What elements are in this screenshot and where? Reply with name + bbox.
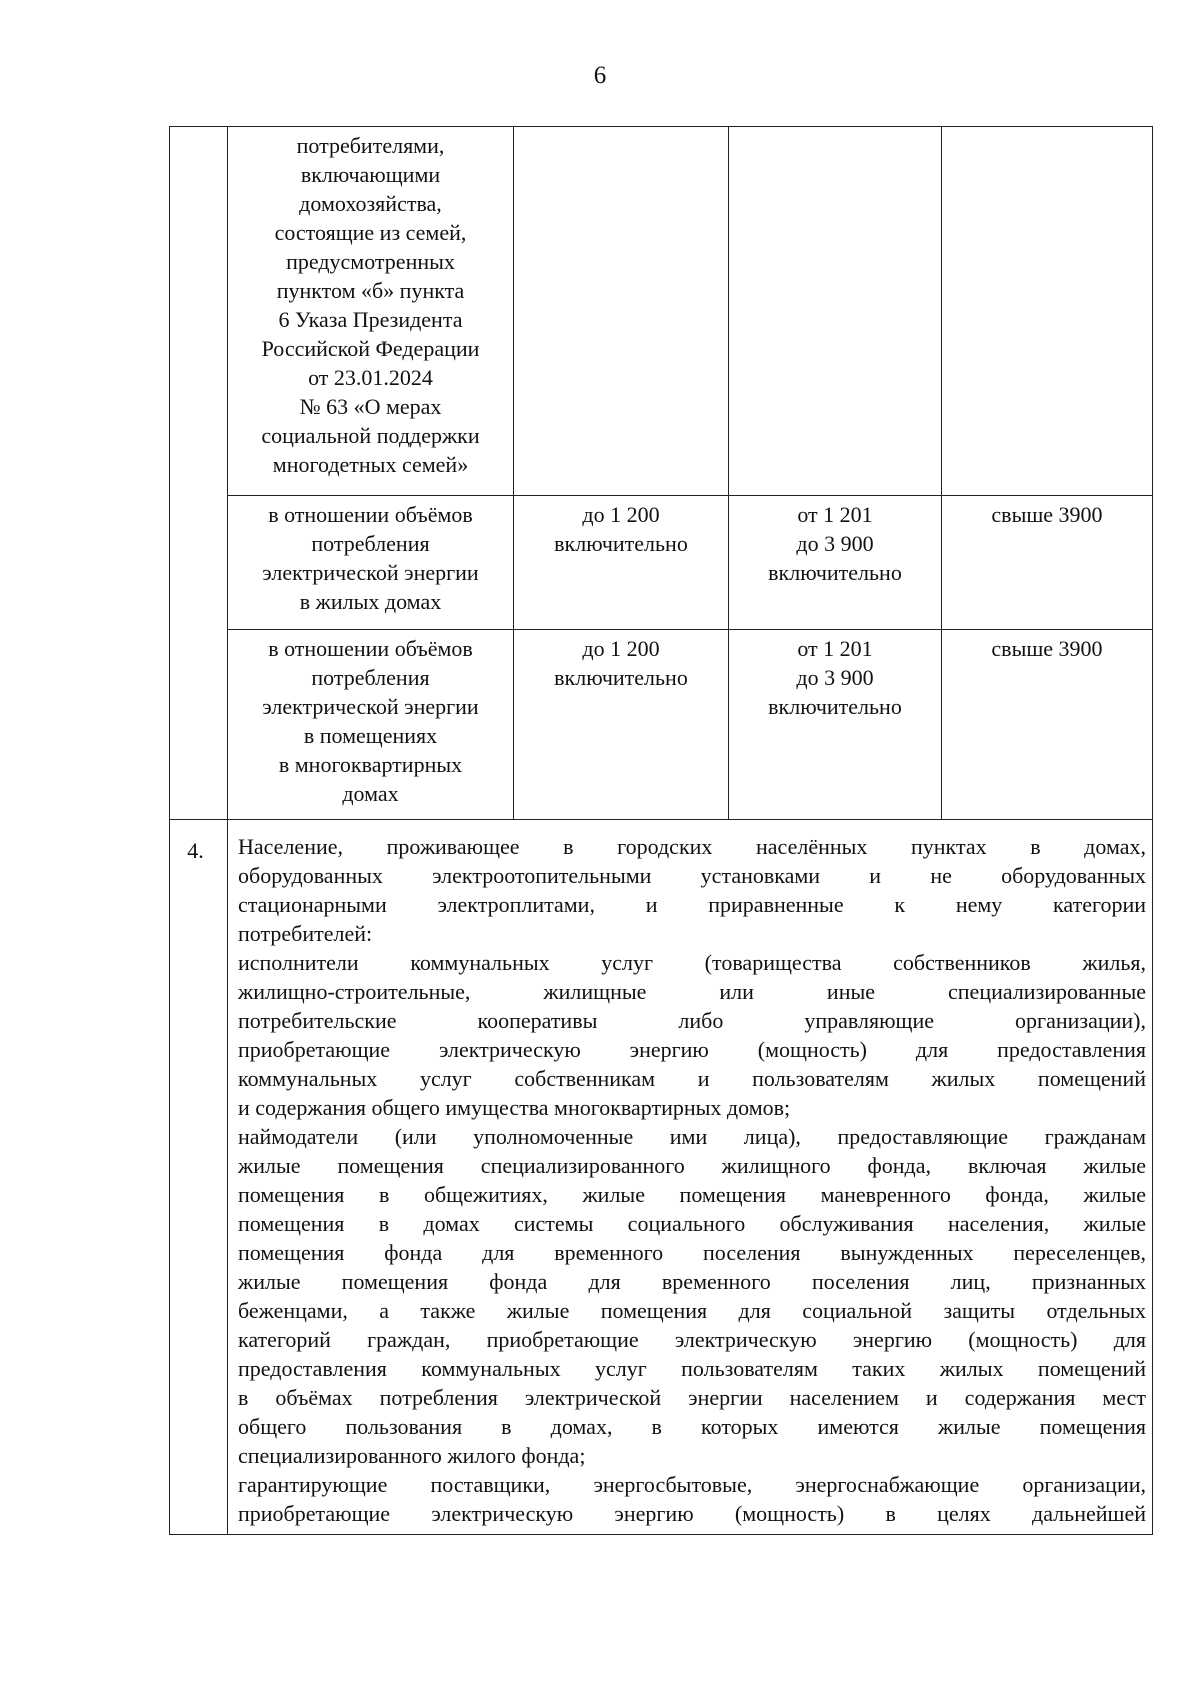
range1-cell bbox=[514, 127, 729, 496]
text-line: беженцами, а также жилые помещения для социальной защиты отдельных bbox=[238, 1298, 1146, 1323]
range1-value bbox=[514, 630, 728, 697]
range2-value bbox=[729, 496, 941, 592]
text-line: от 23.01.2024 bbox=[308, 365, 433, 390]
text-line: электрической энергии bbox=[262, 694, 479, 719]
row-number-cell bbox=[170, 820, 228, 1535]
row-number-cell bbox=[170, 630, 228, 820]
text-line: включающими bbox=[300, 162, 441, 187]
text-line: специализированного жилого фонда; bbox=[238, 1443, 586, 1468]
text-line: включительно bbox=[768, 694, 902, 719]
text-line: до 3 900 bbox=[796, 531, 874, 556]
section-number: 4. bbox=[187, 838, 204, 863]
range1-value bbox=[514, 496, 728, 563]
text-line: в жилых домах bbox=[299, 589, 442, 614]
text-line: потребительские кооперативы либо управляющие организации), bbox=[238, 1008, 1146, 1033]
consumption-label-cell bbox=[228, 630, 514, 820]
range2-value bbox=[729, 630, 941, 726]
range3-cell bbox=[942, 127, 1153, 496]
text-line: Население, проживающее в городских населённых пунктах в домах, bbox=[238, 834, 1146, 859]
text-line: помещения в домах системы социального обслуживания населения, жилые bbox=[238, 1211, 1146, 1236]
text-line: потребления bbox=[311, 531, 430, 556]
text-line: категорий граждан, приобретающие электрическую энергию (мощность) для bbox=[238, 1327, 1146, 1352]
text-line: стационарными электроплитами, и приравненные к нему категории bbox=[238, 892, 1146, 917]
text-line: до 1 200 bbox=[582, 502, 660, 527]
text-line: 6 Указа Президента bbox=[278, 307, 463, 332]
tariff-table bbox=[169, 126, 1153, 1535]
category-cell bbox=[228, 127, 514, 496]
text-line: помещения в общежитиях, жилые помещения маневренного фонда, жилые bbox=[238, 1182, 1146, 1207]
text-line: включительно bbox=[554, 665, 688, 690]
range2-cell bbox=[729, 630, 942, 820]
text-line: в помещениях bbox=[303, 723, 438, 748]
text-line: помещения фонда для временного поселения вынужденных переселенцев, bbox=[238, 1240, 1146, 1265]
table-row bbox=[170, 630, 1153, 820]
text-line: в объёмах потребления электрической энергии населением и содержания мест bbox=[238, 1385, 1146, 1410]
row-number-cell bbox=[170, 127, 228, 496]
text-line: многодетных семей» bbox=[272, 452, 469, 477]
text-line: гарантирующие поставщики, энергосбытовые, энергоснабжающие организации, bbox=[238, 1472, 1146, 1497]
text-line: включительно bbox=[554, 531, 688, 556]
text-line: жилищно-строительные, жилищные или иные специализированные bbox=[238, 979, 1146, 1004]
text-line: коммунальных услуг собственникам и пользователям жилых помещений bbox=[238, 1066, 1146, 1091]
range1-cell bbox=[514, 630, 729, 820]
text-line: общего пользования в домах, в которых имеются жилые помещения bbox=[238, 1414, 1146, 1439]
consumption-label bbox=[228, 630, 513, 813]
text-line: потребителями, bbox=[296, 133, 445, 158]
text-line: домах bbox=[342, 781, 399, 806]
text-line: электрической энергии bbox=[262, 560, 479, 585]
section-4-row bbox=[170, 820, 1153, 1535]
text-line: № 63 «О мерах bbox=[299, 394, 442, 419]
section-4-text bbox=[228, 820, 1152, 1534]
text-line: исполнители коммунальных услуг (товарищества собственников жилья, bbox=[238, 950, 1146, 975]
text-line: предоставления коммунальных услуг пользователям таких жилых помещений bbox=[238, 1356, 1146, 1381]
range3-value: свыше 3900 bbox=[991, 636, 1103, 661]
text-line: пунктом «б» пункта bbox=[276, 278, 465, 303]
text-line: социальной поддержки bbox=[261, 423, 480, 448]
text-line: потребителей: bbox=[238, 921, 373, 946]
text-line: Российской Федерации bbox=[261, 336, 480, 361]
text-line: от 1 201 bbox=[797, 636, 873, 661]
text-line: в многоквартирных bbox=[278, 752, 463, 777]
text-line: включительно bbox=[768, 560, 902, 585]
text-line: от 1 201 bbox=[797, 502, 873, 527]
text-line: оборудованных электроотопительными установками и не оборудованных bbox=[238, 863, 1146, 888]
text-line: приобретающие электрическую энергию (мощность) для предоставления bbox=[238, 1037, 1146, 1062]
text-line: в отношении объёмов bbox=[268, 636, 473, 661]
text-line: состоящие из семей, bbox=[274, 220, 467, 245]
text-line: приобретающие электрическую энергию (мощность) в целях дальнейшей bbox=[238, 1501, 1146, 1526]
range2-cell bbox=[729, 127, 942, 496]
continuation-row bbox=[170, 127, 1153, 496]
range2-cell bbox=[729, 496, 942, 630]
text-line: жилые помещения специализированного жилищного фонда, включая жилые bbox=[238, 1153, 1146, 1178]
text-line: предусмотренных bbox=[286, 249, 455, 274]
text-line: наймодатели (или уполномоченные ими лица), предоставляющие гражданам bbox=[238, 1124, 1146, 1149]
row-number-cell bbox=[170, 496, 228, 630]
range3-cell bbox=[942, 496, 1153, 630]
section-4-text-cell bbox=[228, 820, 1153, 1535]
range3-value: свыше 3900 bbox=[991, 502, 1103, 527]
text-line: в отношении объёмов bbox=[268, 502, 473, 527]
consumption-label bbox=[228, 496, 513, 621]
table-row bbox=[170, 496, 1153, 630]
text-line: жилые помещения фонда для временного поселения лиц, признанных bbox=[238, 1269, 1146, 1294]
text-line: до 1 200 bbox=[582, 636, 660, 661]
range1-cell bbox=[514, 496, 729, 630]
text-line: домохозяйства, bbox=[299, 191, 442, 216]
text-line: потребления bbox=[311, 665, 430, 690]
text-line: и содержания общего имущества многоквартирных домов; bbox=[238, 1095, 791, 1120]
category-text bbox=[228, 127, 513, 484]
page-number: 6 bbox=[593, 62, 607, 89]
text-line: до 3 900 bbox=[796, 665, 874, 690]
range3-cell bbox=[942, 630, 1153, 820]
consumption-label-cell bbox=[228, 496, 514, 630]
